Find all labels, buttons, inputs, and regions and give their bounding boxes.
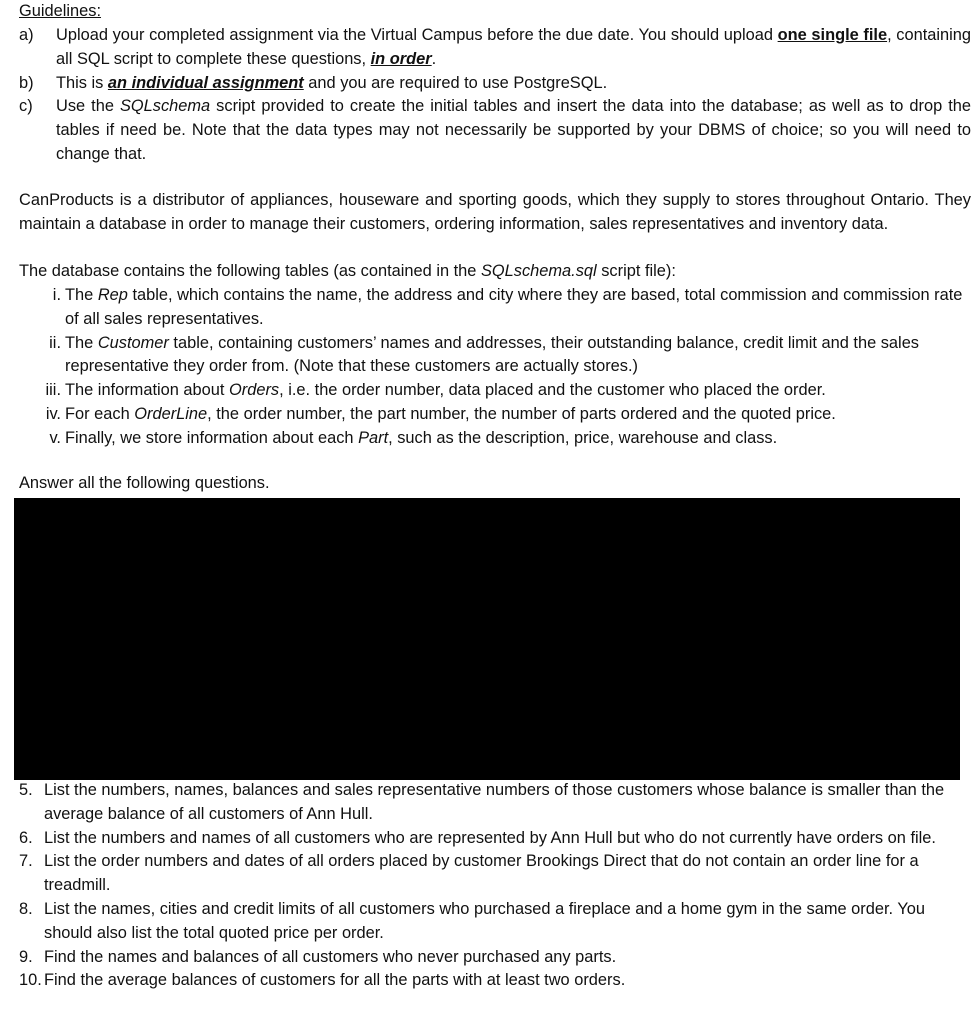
table-description-text: Finally, we store information about each (65, 428, 359, 447)
guideline-text-part: Use the (56, 97, 120, 116)
list-marker: iii. (45, 381, 61, 400)
guideline-text (56, 72, 971, 96)
table-name: Orders (229, 381, 280, 400)
guideline-text-part: , containing all SQL script to complete these questions, (56, 26, 971, 68)
table-item-orderline (19, 403, 971, 427)
table-description-text: For each (65, 404, 135, 423)
table-name: Customer (97, 333, 169, 352)
question-text: List the numbers and names of all customers who are represented by Ann Hull but who do not currently have orders on file. (44, 828, 936, 847)
tables-intro-text: The database contains the following tables (as contained in the (19, 262, 481, 280)
table-name: Rep (97, 286, 128, 304)
list-marker: i. (52, 286, 61, 304)
table-item-orders (19, 379, 971, 403)
question-text: Find the average balances of customers for all the parts with at least two orders. (44, 971, 626, 990)
list-marker: iv. (45, 404, 61, 423)
emphasis-one-single-file: one single file (777, 26, 888, 44)
table-description-text: , such as the description, price, warehouse and class. (388, 428, 778, 447)
tables-intro (19, 260, 971, 284)
list-marker: v. (49, 428, 61, 447)
guidelines-list (19, 24, 971, 167)
guideline-item-b (19, 72, 971, 96)
list-marker: ii. (49, 333, 61, 352)
question-number: 8. (19, 899, 33, 918)
table-description-text: , the order number, the part number, the number of parts ordered and the quoted price. (207, 404, 836, 423)
questions-list (19, 779, 971, 993)
answer-instruction: Answer all the following questions. (19, 474, 270, 492)
emphasis-in-order: in order (370, 49, 432, 68)
table-description-text: table, containing customers’ names and addresses, their outstanding balance, credit limit and the sales representative they order from. (Note that these customers are actually stores.) (65, 333, 920, 376)
guideline-text-part: script provided to create the initial tables and insert the data into the database; as well as to drop the tables if need be. Note that the data types may not necessarily be supported by your DBMS of choice; so you will need to change that. (56, 97, 971, 163)
table-item-customer (19, 332, 971, 380)
table-name: OrderLine (134, 404, 208, 423)
table-description-text: The (65, 333, 98, 352)
guideline-text (56, 24, 971, 72)
guideline-text (56, 95, 971, 166)
schema-file-name: SQLschema.sql (480, 262, 597, 280)
question-number: 6. (19, 828, 33, 847)
guideline-text-part: This is (56, 73, 108, 92)
question-number: 10. (19, 971, 42, 990)
question-text: List the order numbers and dates of all orders placed by customer Brookings Direct that do not contain an order line for a treadmill. (44, 852, 919, 895)
table-description (65, 332, 971, 380)
emphasis-sqlschema: SQLschema (119, 97, 211, 116)
question-item (19, 827, 971, 851)
guideline-text-part: . (431, 49, 437, 68)
guideline-marker: c) (19, 97, 33, 116)
question-text: List the numbers, names, balances and sales representative numbers of those customers whose balance is smaller than the average balance of all customers of Ann Hull. (44, 781, 945, 823)
table-description (65, 284, 971, 332)
guideline-item-a (19, 24, 971, 72)
table-description-text: table, which contains the name, the address and city where they are based, total commission and commission rate of all sales representatives. (65, 286, 963, 328)
guideline-item-c (19, 95, 971, 166)
table-description (65, 403, 971, 427)
intro-paragraph: CanProducts is a distributor of appliances, houseware and sporting goods, which they supply to stores throughout Ontario. They maintain a database in order to manage their customers, ordering information, sales representatives and inventory data. (19, 191, 971, 233)
question-number: 9. (19, 947, 33, 966)
table-description-text: The information about (65, 381, 230, 400)
table-item-rep (19, 284, 971, 332)
tables-list (19, 284, 971, 451)
table-description (65, 379, 971, 403)
question-item (19, 898, 971, 946)
tables-intro-text: script file): (596, 262, 676, 280)
redacted-block (14, 498, 960, 780)
question-item (19, 850, 971, 898)
table-item-part (19, 427, 971, 451)
emphasis-individual-assignment: an individual assignment (107, 73, 304, 92)
question-item (19, 779, 971, 827)
table-description-text: , i.e. the order number, data placed and the customer who placed the order. (279, 381, 826, 400)
question-number: 7. (19, 852, 33, 871)
question-text: List the names, cities and credit limits of all customers who purchased a fireplace and a home gym in the same order. You should also list the total quoted price per order. (44, 899, 925, 942)
guideline-marker: b) (19, 73, 34, 92)
table-description-text: The (65, 286, 98, 304)
question-item (19, 946, 971, 970)
table-description (65, 427, 971, 451)
guideline-marker: a) (19, 26, 34, 44)
question-item (19, 969, 971, 993)
question-number: 5. (19, 781, 33, 799)
question-text: Find the names and balances of all customers who never purchased any parts. (44, 947, 617, 966)
guidelines-heading: Guidelines: (19, 2, 102, 20)
table-name: Part (358, 428, 389, 447)
guideline-text-part: Upload your completed assignment via the Virtual Campus before the due date. You should upload (56, 26, 778, 44)
guideline-text-part: and you are required to use PostgreSQL. (303, 73, 608, 92)
